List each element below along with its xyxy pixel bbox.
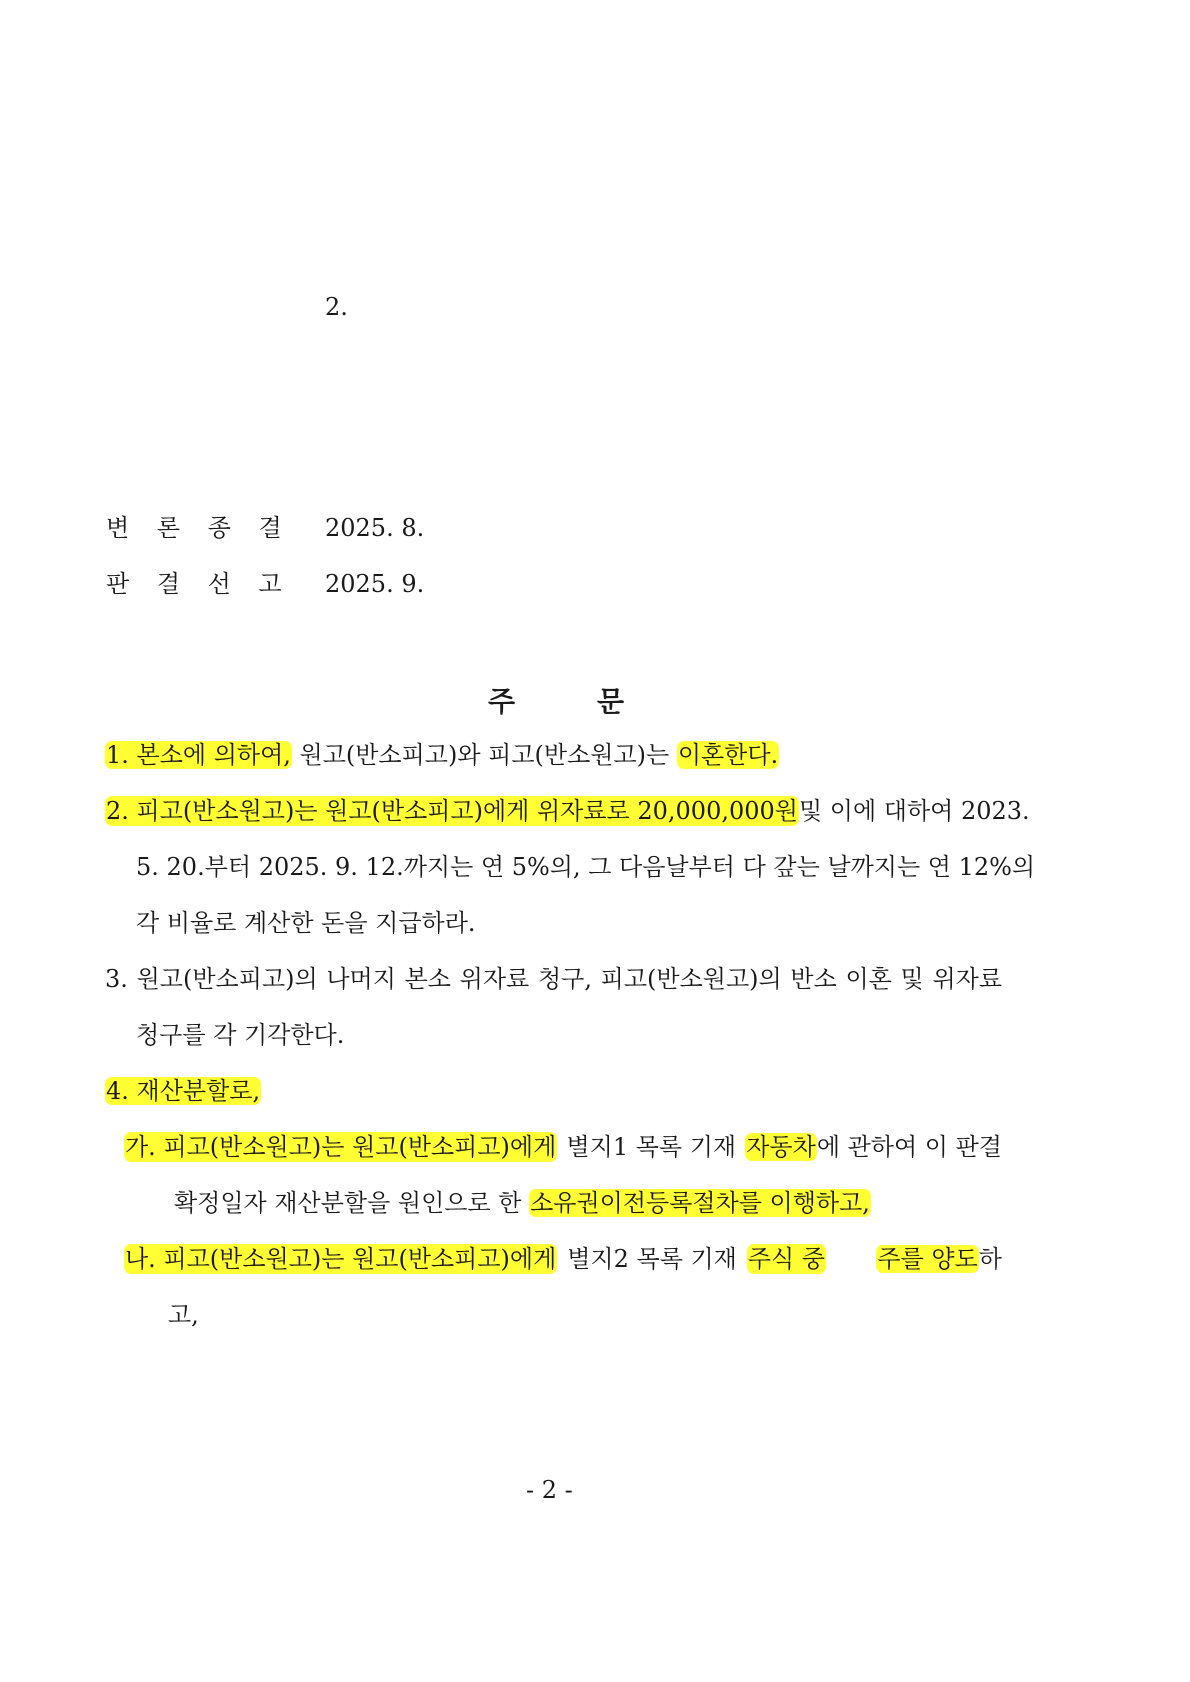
highlight: 4. 재산분할로, — [106, 1077, 261, 1105]
order-item-4-na-line-1 — [124, 1244, 1002, 1274]
order-item-4-ga-line-2 — [174, 1188, 871, 1218]
order-item-1 — [105, 740, 779, 770]
order-item-2-line-1 — [105, 796, 1030, 826]
highlight: 2. 피고(반소원고)는 원고(반소피고)에게 위자료로 20,000,000원 — [106, 797, 798, 825]
highlight: 주를 양도 — [877, 1245, 978, 1273]
order-text: 에 관하여 이 판결 — [816, 1133, 1002, 1161]
highlight: 소유권이전등록절차를 이행하고, — [530, 1189, 870, 1217]
order-text: 하 — [978, 1245, 1002, 1273]
page-number: - 2 - — [526, 1476, 573, 1504]
highlight: 자동차 — [746, 1133, 816, 1161]
order-text: 확정일자 재산분할을 원인으로 한 — [174, 1189, 530, 1217]
highlight: 나. 피고(반소원고)는 원고(반소피고)에게 — [125, 1245, 557, 1273]
order-item-3-line-1: 3. 원고(반소피고)의 나머지 본소 위자료 청구, 피고(반소원고)의 반소 이혼 및 위자료 — [105, 965, 1002, 993]
judgment-date-label: 판 결 선 고 — [106, 570, 292, 598]
order-item-2-line-2: 5. 20.부터 2025. 9. 12.까지는 연 5%의, 그 다음날부터 다 갚는 날까지는 연 12%의 — [136, 853, 1036, 881]
order-item-4-ga-line-1 — [124, 1132, 1002, 1162]
section-title-right: 문 — [597, 685, 625, 718]
order-item-4 — [105, 1076, 261, 1106]
judgment-date-value: 2025. 9. — [325, 570, 425, 598]
order-text: 원고(반소피고)와 피고(반소원고)는 — [291, 741, 677, 769]
case-number-fragment: 2. — [325, 293, 348, 321]
order-text: 별지1 목록 기재 — [566, 1133, 737, 1161]
highlight: 이혼한다. — [677, 741, 779, 769]
highlight: 1. 본소에 의하여, — [106, 741, 291, 769]
order-text: 별지2 목록 기재 — [559, 1245, 745, 1273]
highlight: 주식 중 — [747, 1245, 825, 1273]
closing-date-label: 변 론 종 결 — [106, 514, 292, 542]
closing-date-value: 2025. 8. — [325, 514, 425, 542]
order-item-4-na-line-2: 고, — [168, 1301, 199, 1329]
order-text: 및 이에 대하여 2023. — [798, 797, 1030, 825]
highlight: 가. 피고(반소원고)는 원고(반소피고)에게 — [125, 1133, 557, 1161]
blank-gap — [828, 1244, 874, 1274]
order-item-2-line-3: 각 비율로 계산한 돈을 지급하라. — [136, 909, 476, 937]
section-title-left: 주 — [488, 685, 516, 718]
order-item-3-line-2: 청구를 각 기각한다. — [136, 1021, 345, 1049]
